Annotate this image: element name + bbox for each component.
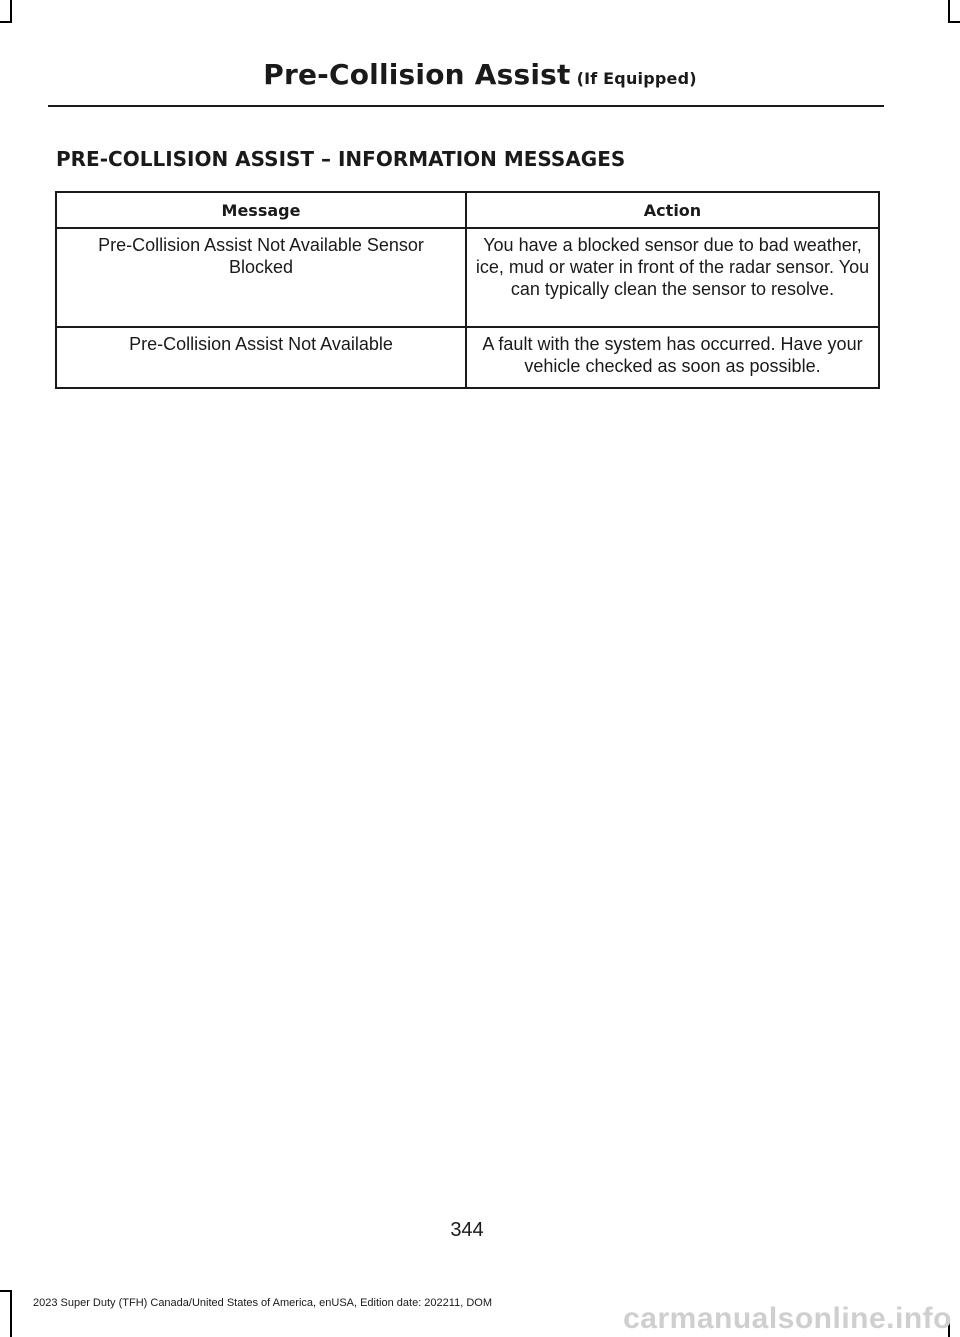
page-number: 344: [450, 1219, 484, 1241]
table-header-row: [56, 192, 879, 228]
crop-mark: [10, 1290, 12, 1337]
table-row: [56, 327, 879, 388]
page-header-title: [0, 58, 960, 91]
header-divider: [48, 105, 884, 107]
action-cell: [466, 228, 879, 327]
message-text: Pre-Collision Assist Not Available: [129, 334, 393, 354]
action-text: A fault with the system has occurred. Have your vehicle checked as soon as possible.: [482, 334, 863, 376]
section-title: PRE-COLLISION ASSIST – INFORMATION MESSAGES: [56, 147, 626, 171]
crop-mark: [10, 0, 12, 22]
crop-mark: [0, 1290, 12, 1292]
action-cell: [466, 327, 879, 388]
crop-mark: [948, 21, 960, 23]
crop-mark: [0, 21, 12, 23]
messages-table: [55, 191, 880, 389]
action-text: You have a blocked sensor due to bad weather, ice, mud or water in front of the radar sensor. You can typically clean the sensor to resolve.: [475, 235, 870, 299]
footer-edition-info: 2023 Super Duty (TFH) Canada/United States of America, enUSA, Edition date: 202211, DOM: [33, 1297, 492, 1309]
message-cell: [56, 228, 466, 327]
header-title-text: Pre-Collision Assist: [263, 58, 571, 91]
watermark: carmanualsonline.info: [623, 1302, 952, 1335]
message-cell: [56, 327, 466, 388]
message-text: Pre-Collision Assist Not Available Sensor Blocked: [98, 235, 424, 277]
table-row: [56, 228, 879, 327]
column-header-action: Action: [466, 192, 879, 228]
crop-mark: [948, 0, 950, 22]
header-title-suffix: (If Equipped): [576, 69, 697, 88]
column-header-message: Message: [56, 192, 466, 228]
